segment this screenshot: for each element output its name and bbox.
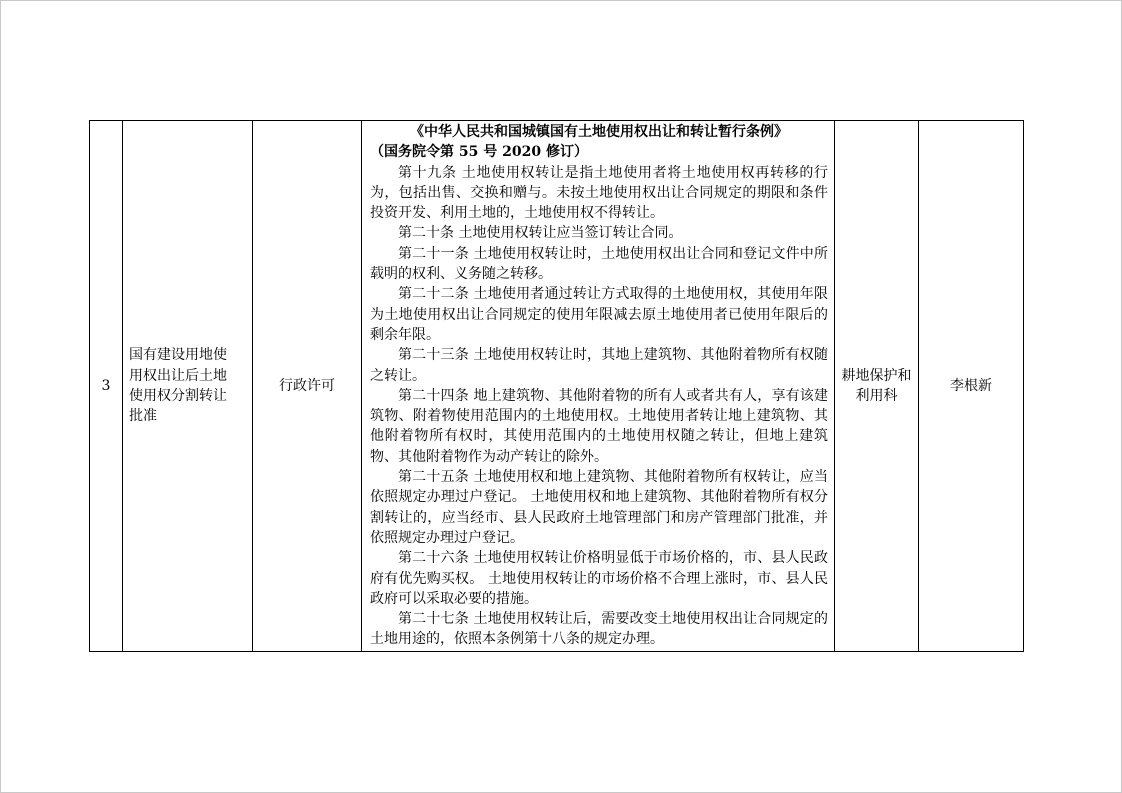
table-row [90, 121, 1024, 652]
article-22: 第二十二条 土地使用者通过转让方式取得的土地使用权，其使用年限为土地使用权出让合同规定的使用年限减去原土地使用者已使用年限后的剩余年限。 [370, 286, 828, 343]
article-27: 第二十七条 土地使用权转让后，需要改变土地使用权出让合同规定的土地用途的，依照本条例第十八条的规定办理。 [370, 611, 828, 648]
regulation-title: 《中华人民共和国城镇国有土地使用权出让和转让暂行条例》 [410, 124, 788, 140]
row-number: 3 [90, 121, 123, 652]
legal-basis-cell [362, 121, 835, 652]
item-name-cell [123, 121, 253, 652]
item-name: 国有建设用地使用权出让后土地使用权分割转让批准 [129, 347, 227, 425]
department: 耕地保护和利用科 [841, 367, 912, 404]
permission-table [89, 120, 1024, 652]
article-21: 第二十一条 土地使用权转让时，土地使用权出让合同和登记文件中所载明的权利、义务随之转移。 [370, 245, 828, 283]
responsible-person: 李根新 [919, 121, 1024, 652]
department-cell [835, 121, 919, 652]
regulation-subtitle: （国务院令第 55 号 2020 修订） [370, 144, 588, 161]
article-19: 第十九条 土地使用权转让是指土地使用者将土地使用权再转移的行为，包括出售、交换和赠与。未按土地使用权出让合同规定的期限和条件投资开发、利用土地的，土地使用权不得转让。 [370, 164, 828, 222]
article-23: 第二十三条 土地使用权转让时，其地上建筑物、其他附着物所有权随之转让。 [370, 347, 828, 384]
article-25: 第二十五条 土地使用权和地上建筑物、其他附着物所有权转让，应当依照规定办理过户登记。 土地使用权和地上建筑物、其他附着物所有权分割转让的，应当经市、县人民政府土地管理部门和房产管理部门批准，并依照规定办理过户登记。 [370, 469, 828, 546]
article-24: 第二十四条 地上建筑物、其他附着物的所有人或者共有人，享有该建筑物、附着物使用范围内的土地使用权。土地使用者转让地上建筑物、其他附着物所有权时，其使用范围内的土地使用权随之转让，但地上建筑物、其他附着物作为动产转让的除外。 [370, 387, 828, 465]
category: 行政许可 [253, 121, 362, 652]
article-26: 第二十六条 土地使用权转让价格明显低于市场价格的，市、县人民政府有优先购买权。 土地使用权转让的市场价格不合理上涨时，市、县人民政府可以采取必要的措施。 [370, 550, 828, 607]
article-20: 第二十条 土地使用权转让应当签订转让合同。 [398, 225, 683, 242]
